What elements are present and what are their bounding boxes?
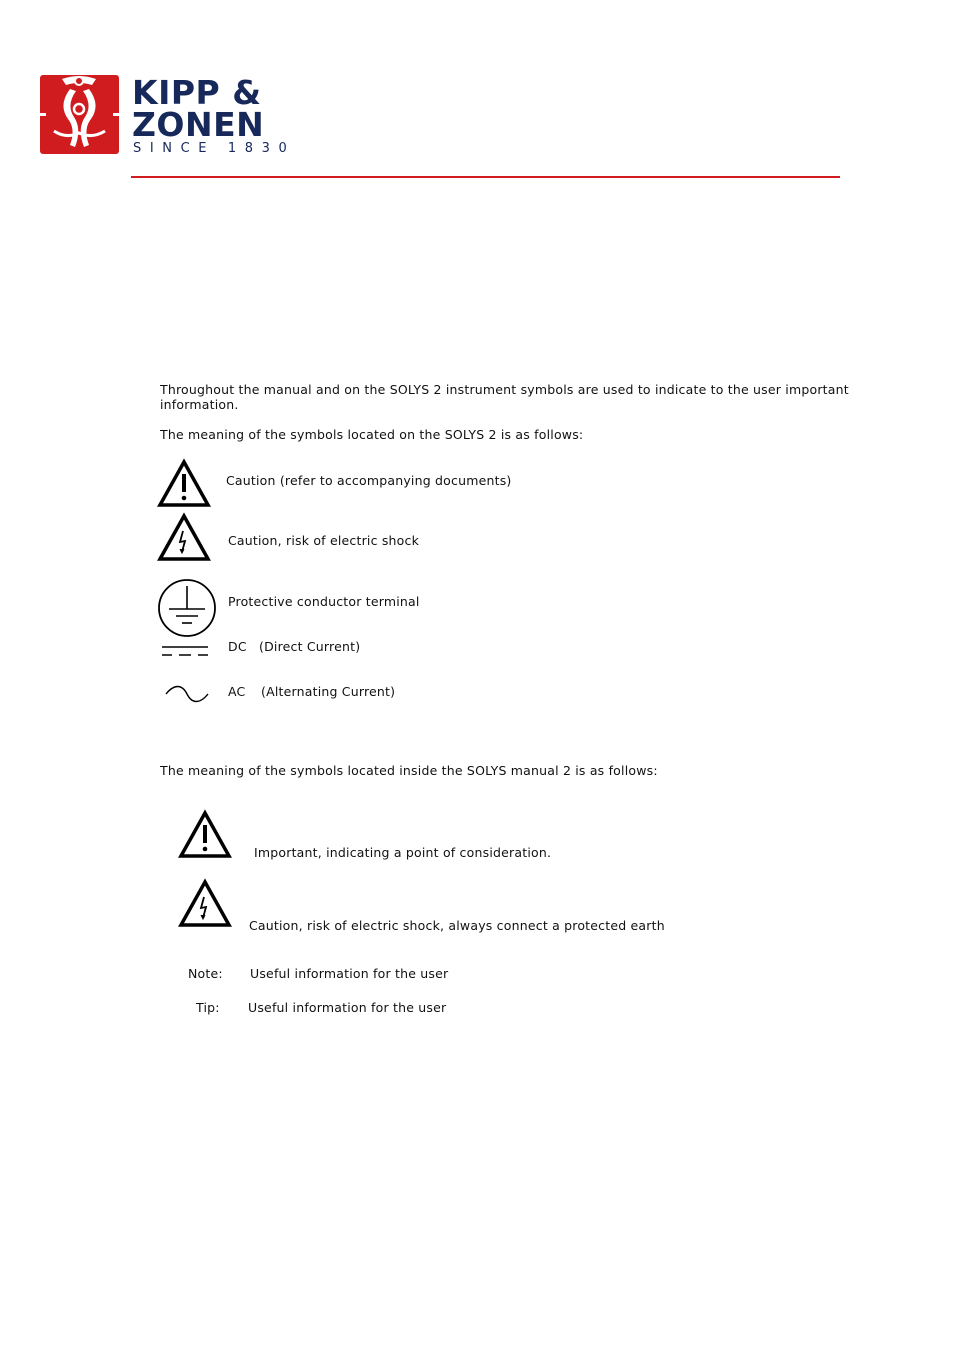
note-value: Useful information for the user [250, 966, 449, 981]
electric-shock-icon [179, 880, 231, 927]
tip-key: Tip: [196, 1000, 220, 1015]
symbol-label-dc: (Direct Current) [259, 639, 361, 654]
brand-name-line2: ZONEN [132, 105, 265, 144]
brand-tagline: SINCE 1830 [133, 141, 296, 156]
dc-symbol-icon [160, 645, 210, 657]
symbol-label-ac: (Alternating Current) [261, 684, 396, 699]
manual-symbols-heading: The meaning of the symbols located inside the SOLYS manual 2 is as follows: [160, 763, 658, 778]
symbol-label-caution: Caution (refer to accompanying documents) [226, 473, 512, 488]
brand-name-line1: KIPP & [132, 73, 262, 112]
manual-label-important: Important, indicating a point of consideration. [254, 845, 552, 860]
header-divider [131, 176, 840, 178]
symbol-label-electric-shock: Caution, risk of electric shock [228, 533, 420, 548]
ac-symbol-icon [164, 686, 210, 702]
symbol-label-protective-earth: Protective conductor terminal [228, 594, 420, 609]
caution-triangle-icon [158, 460, 210, 507]
dc-abbr: DC [228, 639, 247, 654]
note-key: Note: [188, 966, 223, 981]
caution-triangle-icon [179, 811, 231, 858]
protective-earth-icon [157, 578, 217, 638]
instrument-symbols-heading: The meaning of the symbols located on the SOLYS 2 is as follows: [160, 427, 584, 442]
logo-emblem-icon [40, 75, 119, 154]
tip-value: Useful information for the user [248, 1000, 447, 1015]
ac-abbr: AC [228, 684, 246, 699]
intro-line-2: information. [160, 397, 239, 412]
electric-shock-icon [158, 514, 210, 561]
intro-line-1: Throughout the manual and on the SOLYS 2 instrument symbols are used to indicate to the user important [160, 382, 849, 397]
manual-label-electric-shock: Caution, risk of electric shock, always connect a protected earth [249, 918, 665, 933]
kipp-zonen-logo [40, 75, 119, 154]
